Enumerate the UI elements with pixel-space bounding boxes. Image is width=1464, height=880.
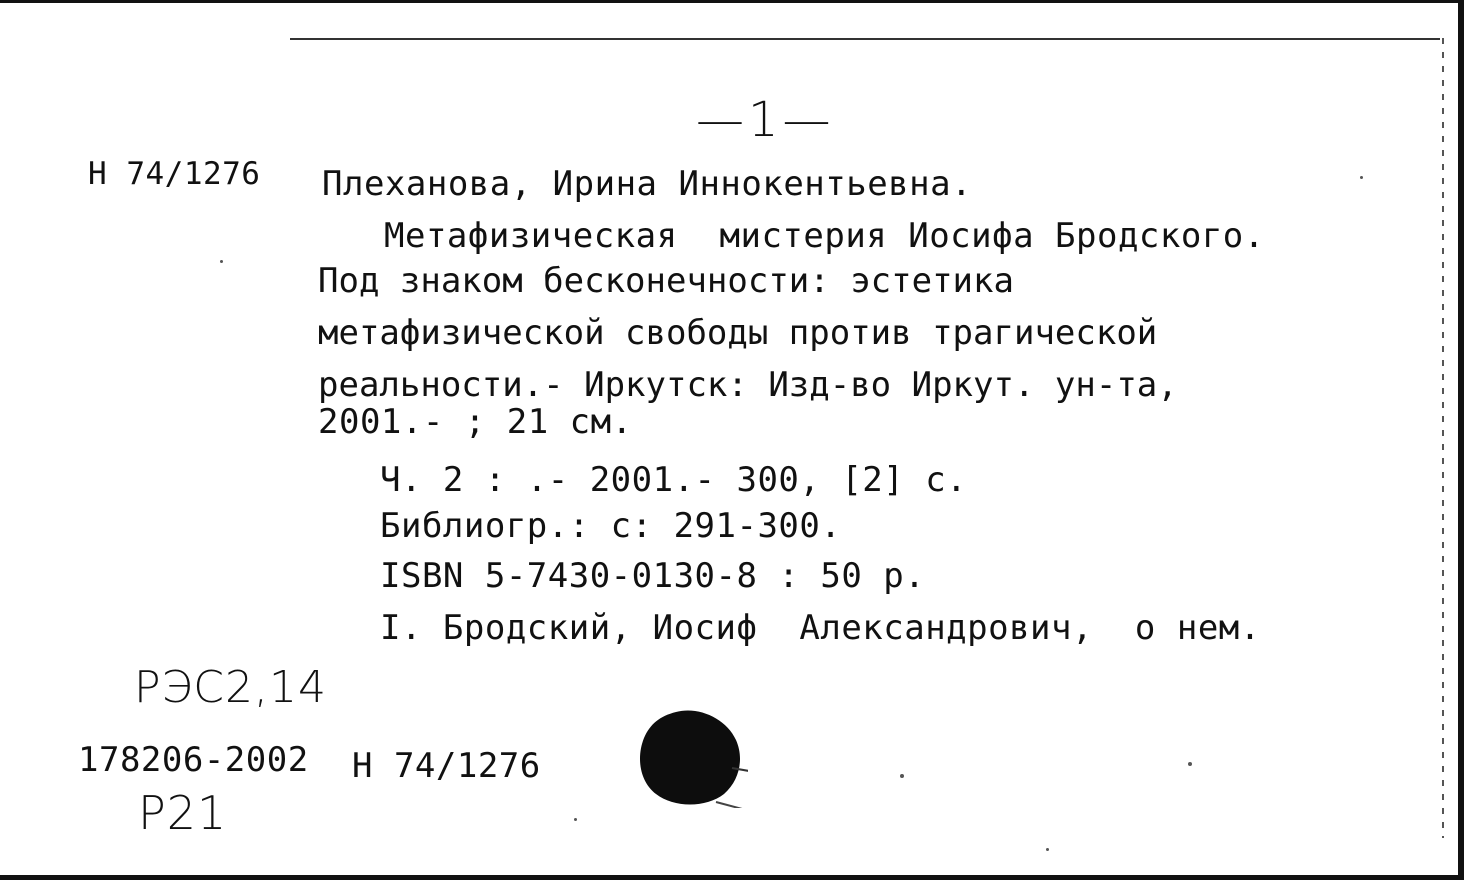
scan-speck <box>574 818 577 821</box>
page-number-mark: —1— <box>696 92 835 148</box>
handwritten-code: РЭС2,14 <box>134 662 327 713</box>
description-line-4: 2001.- ; 21 см. <box>318 402 633 442</box>
shelf-mark: Н 74/1276 <box>88 156 261 192</box>
scan-speck <box>900 774 904 778</box>
handwritten-index: Р21 <box>138 786 228 840</box>
scan-speck <box>1188 762 1192 766</box>
scan-speck <box>220 260 223 263</box>
card-border-right <box>1458 0 1464 880</box>
card-border-bottom <box>0 875 1464 880</box>
description-line-3: реальности.- Иркутск: Изд-во Иркут. ун-та, <box>318 365 1178 405</box>
volume-line: Ч. 2 : .- 2001.- 300, [2] с. <box>380 460 968 500</box>
title-line: Метафизическая мистерия Иосифа Бродского. <box>384 216 1265 256</box>
author-heading: Плеханова, Ирина Иннокентьевна. <box>322 164 973 204</box>
card-top-rule <box>290 38 1440 40</box>
card-right-rule <box>1442 38 1444 838</box>
ink-blot <box>636 706 748 808</box>
description-line-1: Под знаком бесконечности: эстетика <box>318 261 1014 301</box>
subject-line: I. Бродский, Иосиф Александрович, о нем. <box>380 608 1261 648</box>
description-line-2: метафизической свободы против трагической <box>318 313 1158 353</box>
scan-speck <box>1046 848 1049 851</box>
bibliography-line: Библиогр.: с: 291-300. <box>380 506 842 546</box>
shelf-mark-bottom: Н 74/1276 <box>352 746 541 786</box>
isbn-line: ISBN 5-7430-0130-8 : 50 р. <box>380 556 926 596</box>
scan-speck <box>1360 176 1363 179</box>
accession-number: 178206-2002 <box>78 740 309 780</box>
card-border-top <box>0 0 1464 3</box>
